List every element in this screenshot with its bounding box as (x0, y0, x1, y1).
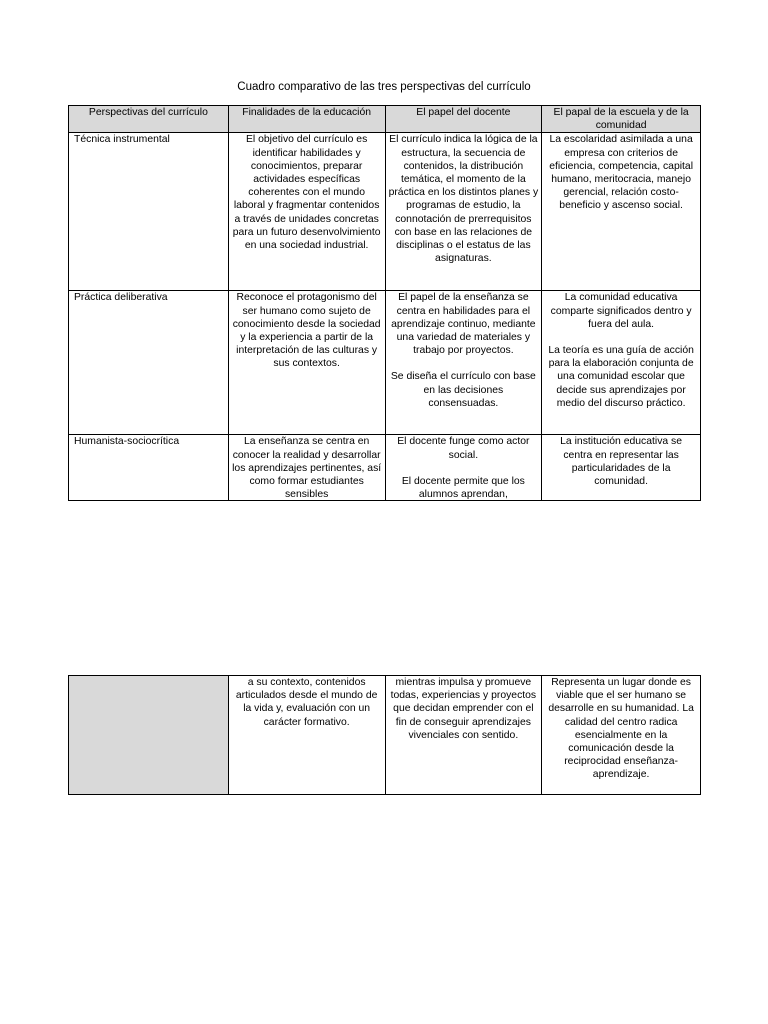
finalidades-cell: a su contexto, contenidos articulados desde el mundo de la vida y, evaluación con un carácter formativo. (228, 676, 385, 795)
docente-cell: El currículo indica la lógica de la estructura, la secuencia de contenidos, la distribución temática, el momento de la práctica en los distintos planes y programas de estudio, la connotación de prerrequisitos con base en las relaciones de disciplinas o el estatus de las asignaturas. (385, 133, 542, 291)
finalidades-text: La enseñanza se centra en conocer la realidad y desarrollar los aprendizajes pertinentes, así como formar estudiantes sensibles (232, 436, 382, 501)
table-row (69, 133, 701, 291)
finalidades-cell: El objetivo del currículo es identificar habilidades y conocimientos, preparar actividades específicas coherentes con el mundo laboral y fragmentar contenidos a través de unidades concretas para un futuro desenvolvimiento en una sociedad industrial. (228, 133, 385, 291)
perspective-name (69, 435, 229, 501)
docente-paragraph: Se diseña el currículo con base en las decisiones consensuadas. (390, 371, 536, 409)
paragraph-gap (545, 331, 697, 344)
escuela-cell: Representa un lugar donde es viable que el ser humano se desarrolle en su humanidad. La calidad del centro radica esencialmente en la comunicación desde la reciprocidad enseñanza-aprendizaje. (542, 676, 701, 795)
header-escuela: El papal de la escuela y de la comunidad (542, 106, 701, 133)
header-perspectivas: Perspectivas del currículo (69, 106, 229, 133)
table-header-row (69, 106, 701, 133)
escuela-paragraph: La comunidad educativa comparte significados dentro y fuera del aula. (550, 292, 692, 330)
continuation-table (68, 675, 701, 795)
escuela-cell (542, 291, 701, 435)
perspective-label: Humanista-sociocrítica (74, 436, 180, 448)
escuela-cell (542, 435, 701, 501)
perspective-name: Técnica instrumental (69, 133, 229, 291)
header-docente: El papel del docente (385, 106, 542, 133)
table-row (69, 291, 701, 435)
table-row (69, 435, 701, 501)
paragraph-gap (389, 357, 539, 370)
escuela-cell: La escolaridad asimilada a una empresa con criterios de eficiencia, competencia, capital humano, meritocracia, manejo gerencial, relación costo-beneficio y ascenso social. (542, 133, 701, 291)
empty-perspective-cell (69, 676, 229, 795)
escuela-text: La institución educativa se centra en representar las particularidades de la comunidad. (560, 436, 683, 488)
docente-cell (385, 435, 542, 501)
docente-cell: mientras impulsa y promueve todas, experiencias y proyectos que decidan emprender con el fin de conseguir aprendizajes vivenciales con sentido. (385, 676, 542, 795)
docente-paragraph: El docente funge como actor social. (397, 436, 530, 461)
escuela-paragraph: La teoría es una guía de acción para la elaboración conjunta de una comunidad escolar que decide sus aprendizajes por medio del discurso práctico. (548, 345, 694, 409)
docente-cell (385, 291, 542, 435)
document-title: Cuadro comparativo de las tres perspectivas del currículo (237, 81, 531, 93)
comparison-table (68, 105, 701, 501)
docente-paragraph: El papel de la enseñanza se centra en habilidades para el aprendizaje continuo, mediante una variedad de materiales y trabajo por proyectos. (391, 292, 536, 357)
header-finalidades: Finalidades de la educación (228, 106, 385, 133)
docente-text (389, 435, 539, 500)
finalidades-cell (228, 435, 385, 501)
docente-paragraph: El docente permite que los alumnos aprendan, (401, 475, 525, 501)
finalidades-cell: Reconoce el protagonismo del ser humano como sujeto de conocimiento desde la sociedad y la experiencia a partir de la interpretación de las culturas y sus contextos. (228, 291, 385, 435)
table-row (69, 676, 701, 795)
paragraph-gap (389, 462, 539, 475)
perspective-name: Práctica deliberativa (69, 291, 229, 435)
